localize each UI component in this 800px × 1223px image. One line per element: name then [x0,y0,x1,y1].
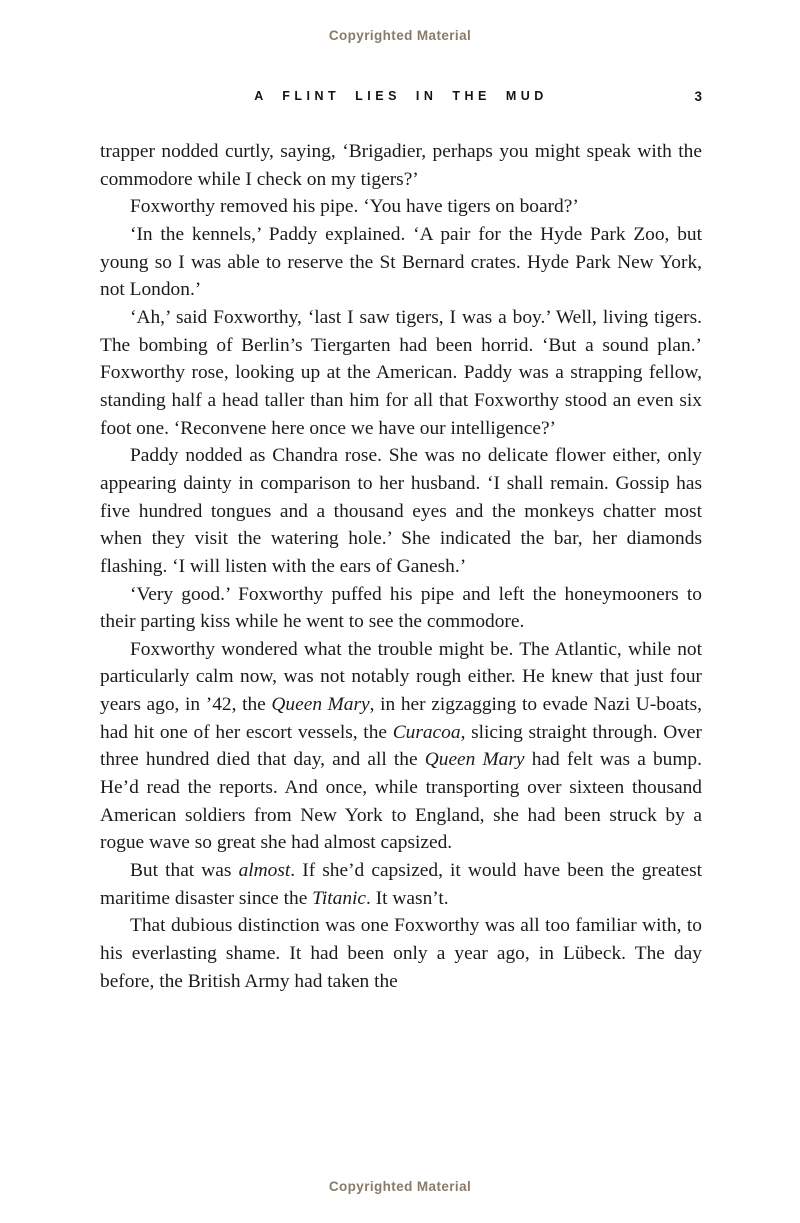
text-run: ‘Very good.’ Foxworthy puffed his pipe and left the honeymooners to their parting kiss while he went to see the commodore. [100,583,702,633]
italic-text: Curacoa [392,721,461,743]
paragraph [100,138,702,193]
text-run: had felt was a bump. He’d read the reports. And once, while transporting over sixteen thousand American soldiers from New York to England, she had been struck by a rogue wave so great she had almost capsized. [100,749,702,854]
text-run: Foxworthy wondered what the trouble might be. The Atlantic, while not particularly calm now, was not notably rough either. He knew that just four years ago, in ’42, the [100,638,702,716]
text-run: , slicing straight through. Over three hundred died that day, and all the [100,721,702,771]
page-number: 3 [694,89,702,104]
text-run: . If she’d capsized, it would have been the greatest maritime disaster since the [100,860,702,909]
copyright-notice-top: Copyrighted Material [328,28,472,43]
italic-text: Queen Mary [424,749,525,771]
paragraph [100,912,702,995]
text-run: , in her zigzagging to evade Nazi U-boats, had hit one of her escort vessels, the [100,694,702,743]
body-text [100,138,702,995]
italic-text: Queen Mary [271,694,370,716]
paragraph [100,857,702,912]
paragraph [100,193,702,221]
paragraph [100,442,702,580]
text-run: Foxworthy removed his pipe. ‘You have tigers on board?’ [130,196,579,218]
italic-text: almost [238,860,291,882]
text-run: . It wasn’t. [366,887,449,909]
running-head-row [100,89,702,109]
text-run: trapper nodded curtly, saying, ‘Brigadier, perhaps you might speak with the commodore while I check on my tigers?’ [100,141,702,190]
paragraph [100,581,702,636]
running-head-title: A FLINT LIES IN THE MUD [254,89,548,103]
paragraph [100,304,702,442]
copyright-notice-bottom: Copyrighted Material [328,1179,472,1194]
text-run: Paddy nodded as Chandra rose. She was no delicate flower either, only appearing dainty in comparison to her husband. ‘I shall remain. Gossip has five hundred tongues and a thousand eyes and the monkeys chatter most when they visit the watering hole.’ She indicated the bar, her diamonds flashing. ‘I will listen with the ears of Ganesh.’ [100,445,702,577]
text-run: That dubious distinction was one Foxworthy was all too familiar with, to his everlasting shame. It had been only a year ago, in Lübeck. The day before, the British Army had taken the [100,915,702,992]
italic-text: Titanic [312,887,367,909]
text-run: ‘Ah,’ said Foxworthy, ‘last I saw tigers, I was a boy.’ Well, living tigers. The bombing of Berlin’s Tiergarten had been horrid. ‘But a sound plan.’ Foxworthy rose, looking up at the American. Paddy was a strapping fellow, standing half a head taller than him for all that Foxworthy stood an even six foot one. ‘Reconvene here once we have our intelligence?’ [100,306,702,439]
text-run: But that was [130,860,239,882]
paragraph [100,636,702,857]
paragraph [100,221,702,304]
text-run: ‘In the kennels,’ Paddy explained. ‘A pair for the Hyde Park Zoo, but young so I was able to reserve the St Bernard crates. Hyde Park New York, not London.’ [100,223,702,301]
